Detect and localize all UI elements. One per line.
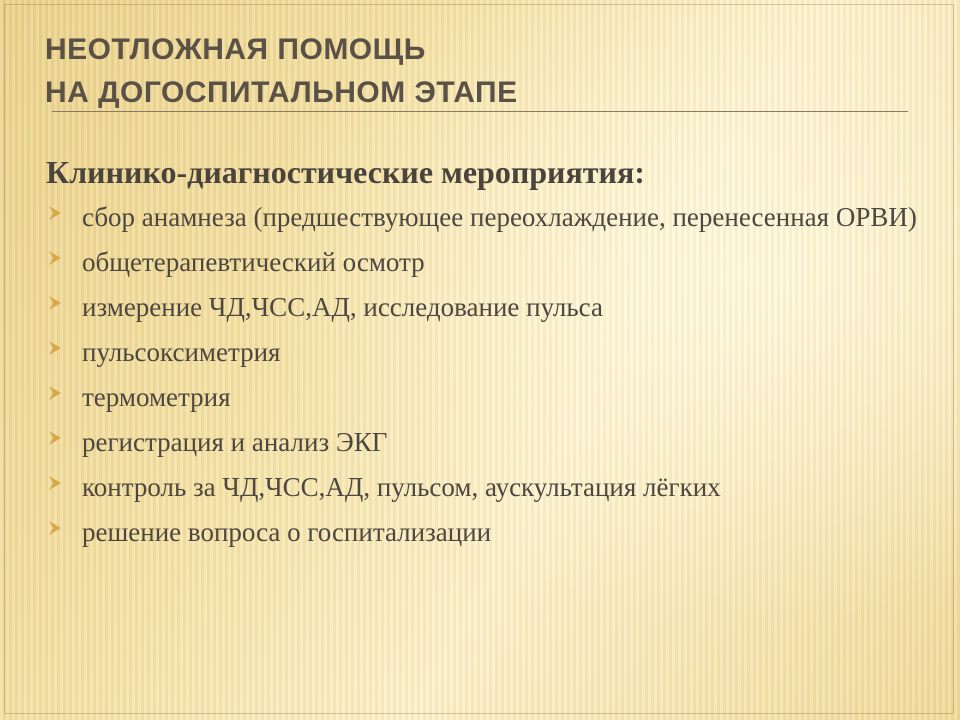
slide-content	[46, 150, 926, 560]
title-line-2: НА ДОГОСПИТАЛЬНОМ ЭТАПЕ	[45, 76, 518, 109]
arrowhead-icon	[49, 296, 61, 310]
arrowhead-icon	[49, 386, 61, 400]
subheading: Клинико-диагностические мероприятия:	[46, 154, 645, 190]
title-line-1: НЕОТЛОЖНАЯ ПОМОЩЬ	[45, 33, 426, 66]
list-item-text: измерение ЧД,ЧСС,АД, исследование пульса	[82, 292, 603, 322]
list-item	[46, 515, 926, 549]
list-item-text: регистрация и анализ ЭКГ	[82, 427, 388, 457]
list-item-text: термометрия	[82, 382, 231, 412]
list-item-text: контроль за ЧД,ЧСС,АД, пульсом, аускультация лёгких	[82, 472, 721, 502]
arrowhead-icon	[49, 476, 61, 490]
arrowhead-icon	[49, 431, 61, 445]
arrowhead-icon	[49, 341, 61, 355]
list-item-text: общетерапевтический осмотр	[82, 247, 425, 277]
list-item	[46, 425, 926, 459]
list-item	[46, 470, 926, 504]
arrowhead-icon	[49, 206, 61, 220]
slide-title	[45, 28, 518, 114]
list-item	[46, 380, 926, 414]
list-item	[46, 335, 926, 369]
list-item	[46, 290, 926, 324]
list-item-text: сбор анамнеза (предшествующее переохлаждение, перенесенная ОРВИ)	[82, 202, 917, 232]
list-item-text: решение вопроса о госпитализации	[82, 517, 492, 547]
list-item-text: пульсоксиметрия	[82, 337, 281, 367]
bullet-list	[46, 200, 926, 549]
arrowhead-icon	[49, 521, 61, 535]
list-item	[46, 245, 926, 279]
title-underline	[52, 111, 908, 112]
list-item	[46, 200, 926, 234]
arrowhead-icon	[49, 251, 61, 265]
